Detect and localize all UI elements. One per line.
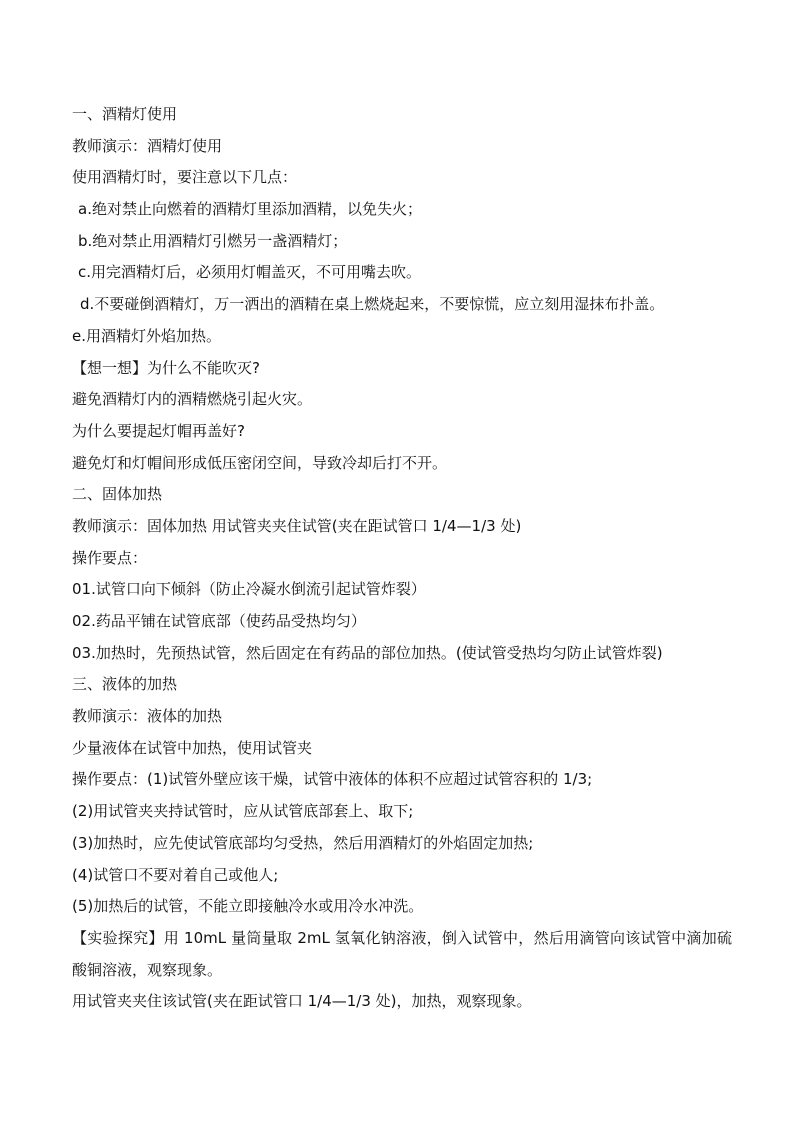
teacher-demo-line: 教师演示：固体加热 用试管夹夹住试管(夹在距试管口 1/4—1/3 处): [72, 516, 522, 535]
list-item-e: e.用酒精灯外焰加热。: [72, 326, 221, 345]
list-item-a: a.绝对禁止向燃着的酒精灯里添加酒精，以免失火；: [78, 200, 422, 219]
numbered-item-03: 03.加热时，先预热试管，然后固定在有药品的部位加热。(使试管受热均匀防止试管炸裂): [72, 643, 663, 662]
section-heading-liquid-heating: 三、液体的加热: [72, 675, 178, 694]
section-heading-solid-heating: 二、固体加热: [72, 485, 163, 504]
teacher-demo-line: 教师演示：液体的加热: [72, 707, 223, 726]
answer-2: 避免灯和灯帽间形成低压密闭空间，导致冷却后打不开。: [72, 453, 448, 472]
experiment-step: 用试管夹夹住该试管(夹在距试管口 1/4—1/3 处)，加热，观察现象。: [72, 992, 532, 1011]
list-item-b: b.绝对禁止用酒精灯引燃另一盏酒精灯；: [78, 231, 348, 250]
key-points-label: 操作要点：: [72, 548, 148, 567]
numbered-item-02: 02.药品平铺在试管底部（使药品受热均匀）: [72, 612, 366, 630]
document-body: [72, 99, 732, 1018]
list-item-c: c.用完酒精灯后，必须用灯帽盖灭，不可用嘴去吹。: [78, 263, 422, 282]
think-question-2: 为什么要提起灯帽再盖好?: [72, 421, 245, 440]
teacher-demo-line: 教师演示：酒精灯使用: [72, 136, 223, 155]
key-points-item-4: (4)试管口不要对着自己或他人;: [72, 865, 279, 884]
key-points-item-1: 操作要点：(1)试管外壁应该干燥，试管中液体的体积不应超过试管容积的 1/3;: [72, 770, 593, 789]
experiment-inquiry: 【实验探究】用 10mL 量筒量取 2mL 氢氧化钠溶液，倒入试管中，然后用滴管向该试管中滴加硫酸铜溶液，观察现象。: [72, 928, 732, 979]
think-question-1: 【想一想】为什么不能吹灭?: [72, 358, 260, 377]
numbered-item-01: 01.试管口向下倾斜（防止冷凝水倒流引起试管炸裂）: [72, 580, 426, 599]
key-points-item-2: (2)用试管夹夹持试管时，应从试管底部套上、取下;: [72, 802, 414, 821]
paragraph-line: 少量液体在试管中加热，使用试管夹: [72, 738, 313, 757]
list-item-d: d.不要碰倒酒精灯，万一洒出的酒精在桌上燃烧起来，不要惊慌，应立刻用湿抹布扑盖。: [80, 295, 665, 314]
paragraph-line: 使用酒精灯时，要注意以下几点：: [72, 168, 298, 187]
answer-1: 避免酒精灯内的酒精燃烧引起火灾。: [72, 390, 313, 409]
key-points-item-3: (3)加热时，应先使试管底部均匀受热，然后用酒精灯的外焰固定加热;: [72, 833, 534, 852]
key-points-item-5: (5)加热后的试管，不能立即接触冷水或用冷水冲洗。: [72, 897, 424, 916]
section-heading-alcohol-lamp: 一、酒精灯使用: [72, 105, 178, 123]
